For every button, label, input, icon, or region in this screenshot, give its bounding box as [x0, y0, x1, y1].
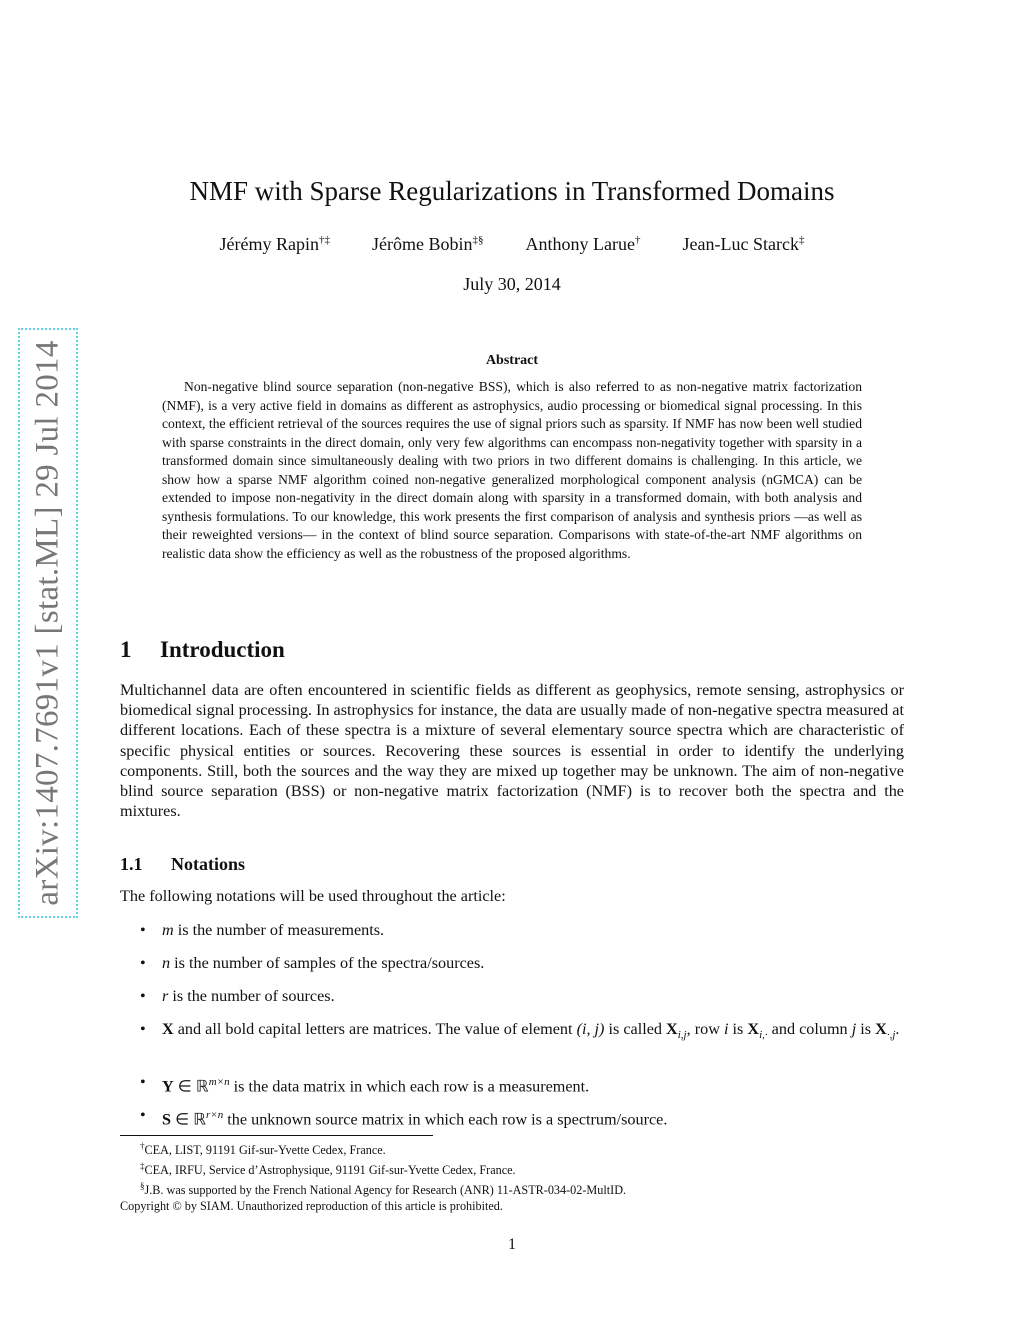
footnote: †CEA, LIST, 91191 Gif-sur-Yvette Cedex, France.	[140, 1141, 386, 1158]
paper-title: NMF with Sparse Regularizations in Transformed Domains	[189, 176, 835, 206]
arxiv-stamp	[18, 328, 78, 918]
list-item: • n is the number of samples of the spectra/sources.	[140, 954, 485, 972]
page-number: 1	[508, 1236, 516, 1253]
subsection-heading	[120, 854, 245, 875]
footnote: ‡CEA, IRFU, Service d’Astrophysique, 91191 Gif-sur-Yvette Cedex, France.	[140, 1161, 516, 1178]
section-heading	[120, 637, 285, 663]
list-item: • S ∈ ℝ$^{r\times n}$ the unknown source matrix in which each row is a spectrum/source.	[140, 1106, 668, 1129]
section-number: 1	[120, 637, 132, 662]
list-item: • m is the number of measurements.	[140, 921, 385, 939]
footnotes	[120, 1138, 904, 1214]
abstract-heading: Abstract	[485, 353, 539, 368]
list-item: • r is the number of sources.	[140, 987, 335, 1005]
bullet-icon: •	[140, 921, 146, 939]
paper-date: July 30, 2014	[463, 274, 561, 294]
abstract-text: Non-negative blind source separation (non-negative BSS), which is also referred to as non-negative matrix factorization (NMF), is a very active field in domains as different as astrophysics, audio processing or biomedical signal processing. In this context, the efficient retrieval of the sources requires the use of signal priors such as sparsity. If NMF has now been well studied with sparse constraints in the direct domain, only very few algorithms can encompass non-negativity together with sparsity in a transformed domain since simultaneously dealing with two priors in two different domains is challenging. In this article, we show how a sparse NMF algorithm coined non-negative generalized morphological component analysis (nGMCA) can be extended to impose non-negativity in the direct domain along with sparsity in a transformed domain, with both analysis and synthesis formulations. To our knowledge, this work presents the first comparison of analysis and synthesis priors —as well as their reweighted versions— in the context of blind source separation. Comparisons with state-of-the-art NMF algorithms on realistic data show the efficiency as well as the robustness of the proposed algorithms.	[162, 379, 862, 561]
author: Jérôme Bobin‡§	[372, 234, 484, 254]
author: Jean-Luc Starck‡	[682, 234, 805, 254]
subsection-title: Notations	[171, 854, 246, 874]
author: Jérémy Rapin†‡	[219, 234, 331, 254]
subsection-number: 1.1	[120, 854, 143, 874]
bullet-icon: •	[140, 1073, 146, 1091]
bullet-icon: •	[140, 987, 146, 1005]
notations-intro: The following notations will be used throughout the article:	[120, 887, 506, 905]
footnote-divider	[120, 1135, 433, 1136]
introduction-paragraph: Multichannel data are often encountered in scientific fields as different as geophysics, remote sensing, astrophysics or biomedical signal processing. In astrophysics for instance, the data are usually made of non-negative spectra measured at different locations. Each of these spectra is a mixture of several elementary source spectra which are characteristic of specific physical entities or sources. Recovering these sources is essential in order to identify the underlying components. Still, both the sources and the way they are mixed up together may be unknown. The aim of non-negative blind source separation (BSS) or non-negative matrix factorization (NMF) is to recover both the spectra and the mixtures.	[120, 681, 904, 821]
list-item: • Y ∈ ℝ$^{m\times n}$ is the data matrix in which each row is a measurement.	[140, 1073, 590, 1096]
bullet-icon: •	[140, 1106, 146, 1124]
list-item: • X and all bold capital letters are matrices. The value of element (i, j) is called $X_{i,j}$, row i is $X_{i,\cdot}$ and column j is $X_{\cdot,j}$.	[140, 1020, 900, 1042]
footnote: §J.B. was supported by the French National Agency for Research (ANR) 11-ASTR-034-02-MultID.	[140, 1181, 627, 1198]
section-title: Introduction	[160, 637, 285, 662]
copyright-notice: Copyright © by SIAM. Unauthorized reproduction of this article is prohibited.	[120, 1199, 503, 1214]
author: Anthony Larue†	[525, 234, 641, 254]
arxiv-id: arXiv:1407.7691v1 [stat.ML] 29 Jul 2014	[29, 340, 66, 906]
author-list	[0, 234, 1024, 255]
bullet-icon: •	[140, 954, 146, 972]
bullet-icon: •	[140, 1020, 146, 1038]
